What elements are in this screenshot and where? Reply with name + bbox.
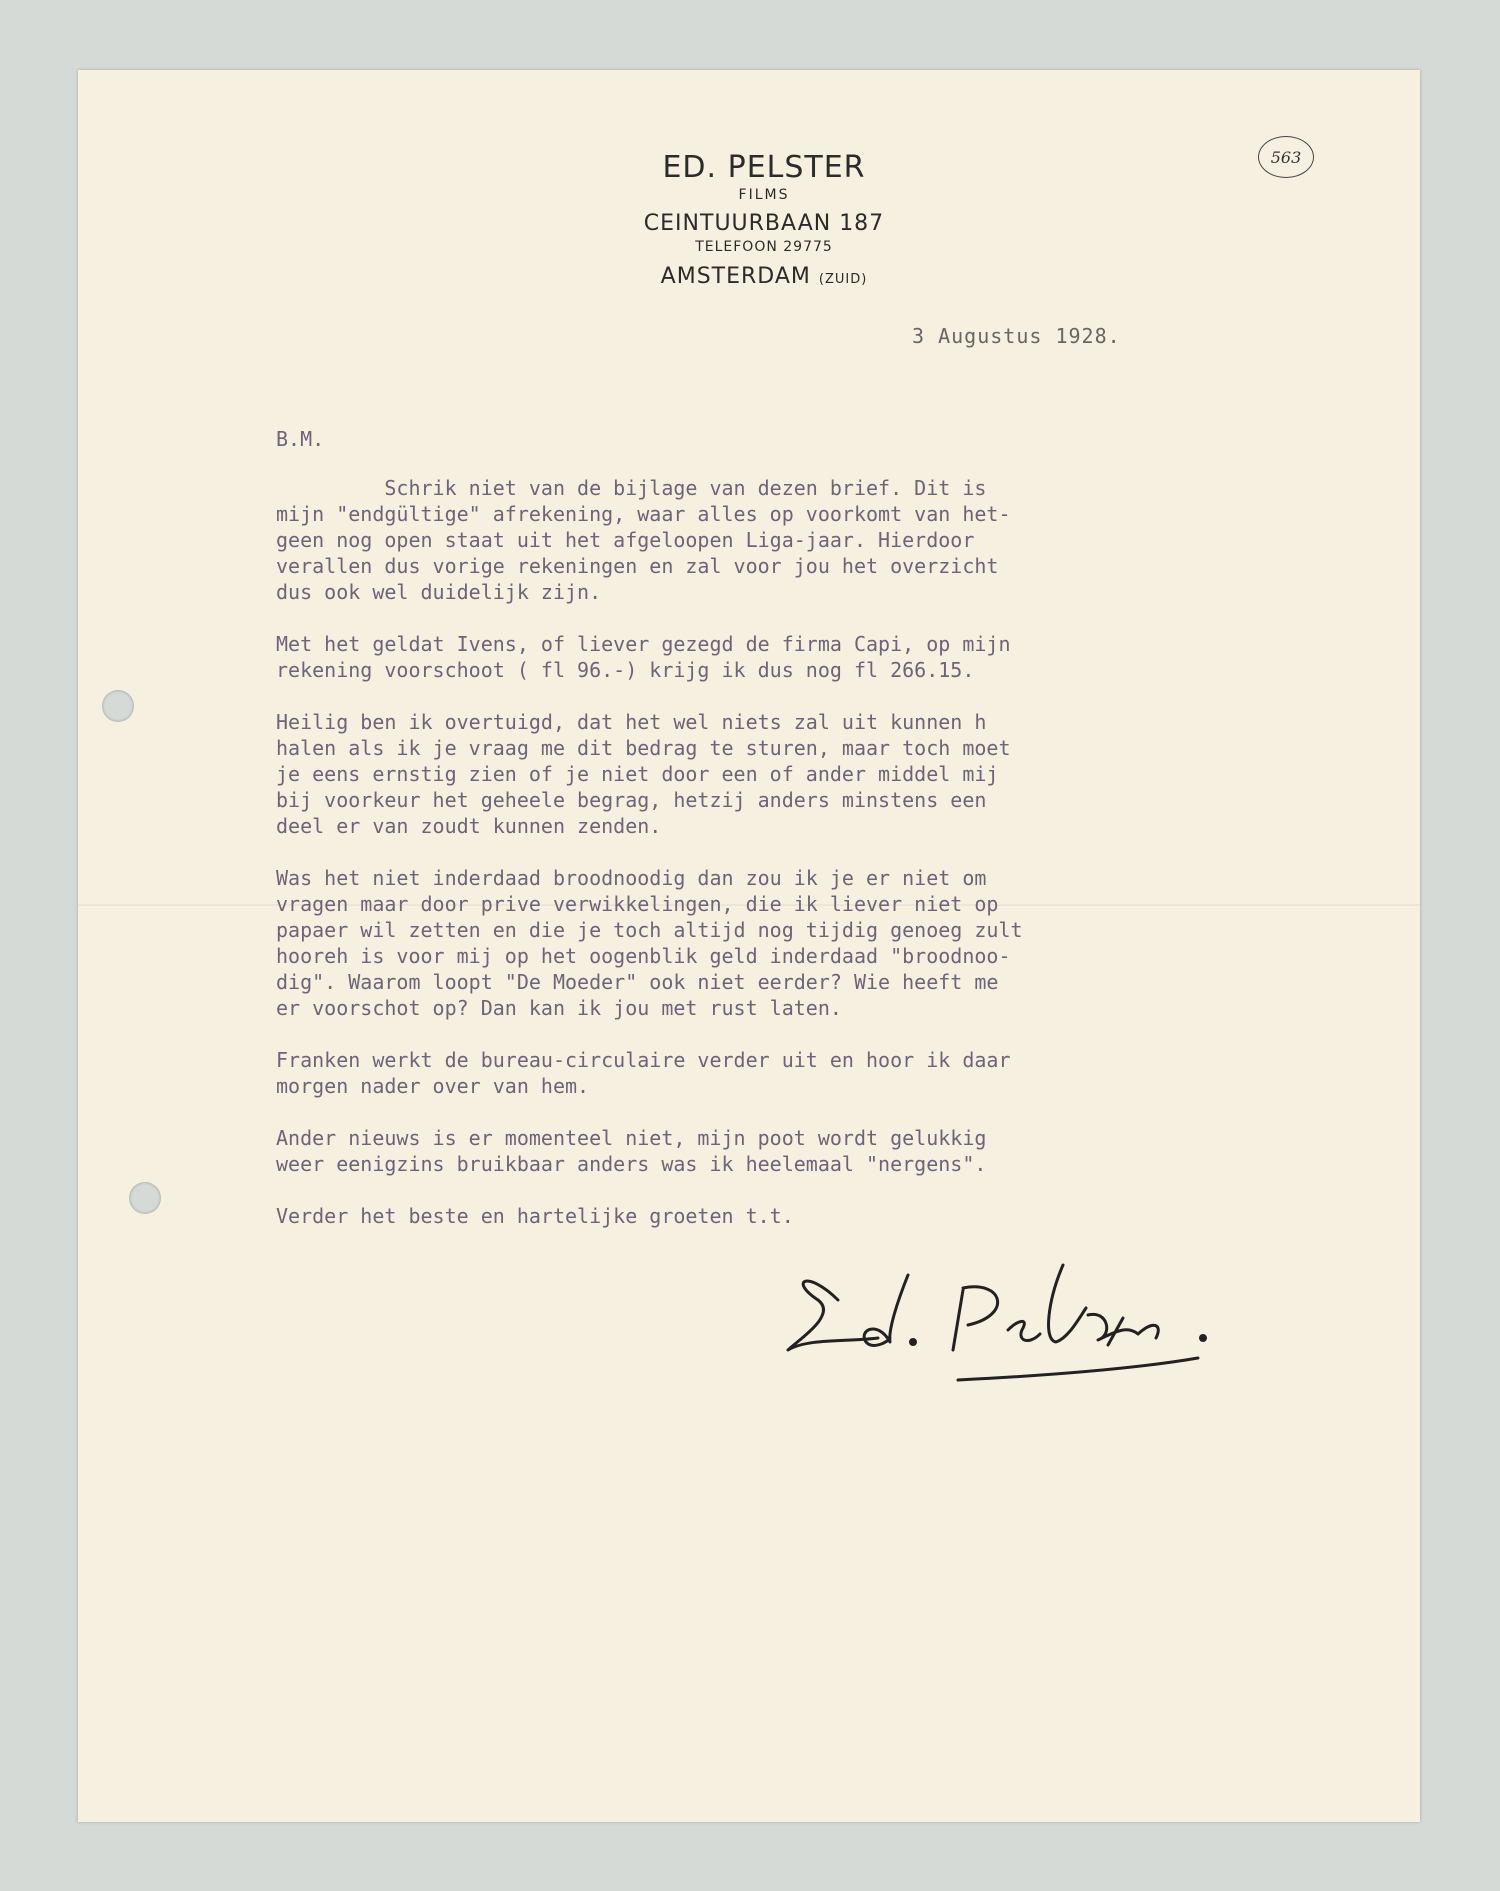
letterhead-city-line	[108, 264, 1420, 289]
letter-body	[276, 426, 1326, 1255]
punch-hole	[129, 1182, 161, 1214]
punch-hole	[102, 690, 134, 722]
signature-text: Ed. Pelster.	[778, 1230, 786, 1231]
letterhead-street: CEINTUURBAAN 187	[643, 211, 885, 236]
letterhead	[78, 150, 1420, 289]
paragraph: Ander nieuws is er momenteel niet, mijn poot wordt gelukkig weer eenigzins bruikbaar anders was ik heelemaal "nergens".	[276, 1126, 987, 1176]
salutation: B.M.	[276, 427, 325, 451]
paragraph: Met het geldat Ivens, of liever gezegd de firma Capi, op mijn rekening voorschoot ( fl 96.-) krijg ik dus nog fl 266.15.	[276, 632, 1011, 682]
paragraph: Was het niet inderdaad broodnoodig dan zou ik je er niet om vragen maar door prive verwikkelingen, die ik liever niet op papaer wil zetten en die je toch altijd nog tijdig genoeg zult hooreh is voor mij op het oogenblik geld inderdaad "broodnoo- dig". Waarom loopt "De Moeder" ook niet eerder? Wie heeft me er voorschot op? Dan kan ik jou met rust laten.	[276, 866, 1023, 1020]
letterhead-district: (ZUID)	[818, 272, 868, 287]
letter-page	[78, 70, 1420, 1822]
letterhead-phone: TELEFOON 29775	[695, 239, 833, 255]
paragraph: Franken werkt de bureau-circulaire verder uit en hoor ik daar morgen nader over van hem.	[276, 1048, 1011, 1098]
letterhead-city: AMSTERDAM	[660, 264, 811, 289]
paragraph: Heilig ben ik overtuigd, dat het wel niets zal uit kunnen h halen als ik je vraag me dit bedrag te sturen, maar toch moet je eens ernstig zien of je niet door een of ander middel mij bij voorkeur het geheele begrag, hetzij anders minstens een deel er van zoudt kunnen zenden.	[276, 710, 1011, 838]
archive-number: 563	[1258, 136, 1314, 178]
letter-date: 3 Augustus 1928.	[912, 324, 1121, 348]
paragraph: Verder het beste en hartelijke groeten t.t.	[276, 1204, 794, 1228]
letterhead-subtitle: FILMS	[738, 187, 790, 203]
paragraph: Schrik niet van de bijlage van dezen brief. Dit is mijn "endgültige" afrekening, waar alles op voorkomt van het- geen nog open staat uit het afgeloopen Liga-jaar. Hierdoor verallen dus vorige rekeningen en zal voor jou het overzicht dus ook wel duidelijk zijn.	[276, 476, 1011, 604]
handwritten-signature	[778, 1230, 1318, 1410]
letterhead-name: ED. PELSTER	[662, 150, 866, 185]
